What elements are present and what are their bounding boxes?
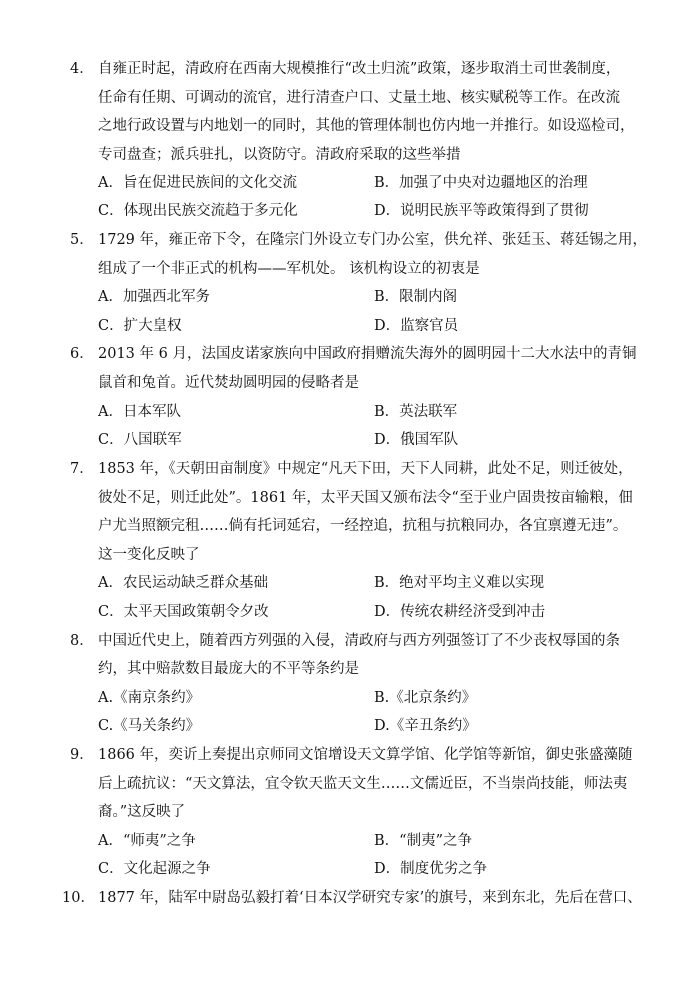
question-text-line: 中国近代史上，随着西方列强的入侵，清政府与西方列强签订了不少丧权辱国的条 bbox=[98, 633, 620, 649]
question-number: 8． bbox=[70, 633, 94, 649]
question-text-line: 2013 年 6 月，法国皮诺家族向中国政府捐赠流失海外的圆明园十二大水法中的青铜 bbox=[98, 346, 637, 362]
question-text-line: 组成了一个非正式的机构——军机处。 该机构设立的初衷是 bbox=[98, 261, 480, 277]
question-text-line: 鼠首和兔首。近代焚劫圆明园的侵略者是 bbox=[98, 375, 359, 391]
question-text-line: 专司盘查；派兵驻扎，以资防守。清政府采取的这些举措 bbox=[98, 147, 461, 163]
question-text-line: 后上疏抗议：“天文算法，宜令钦天监天文生……文儒近臣，不当崇尚技能，师法夷 bbox=[98, 776, 628, 792]
question-text-line: 彼处不足，则迁此处”。1861 年，太平天国又颁布法令“至于业户固贵按亩输粮，佃 bbox=[98, 490, 633, 506]
option-c: C．体现出民族交流趋于多元化 bbox=[98, 203, 298, 219]
question-number: 9． bbox=[70, 747, 94, 763]
question-text-line: 裔。”这反映了 bbox=[98, 804, 186, 820]
option-b: B．加强了中央对边疆地区的治理 bbox=[374, 175, 588, 191]
question-number: 10． bbox=[62, 890, 95, 906]
question-number: 5． bbox=[70, 232, 94, 248]
option-d: D．说明民族平等政策得到了贯彻 bbox=[374, 203, 589, 219]
option-c: C．太平天国政策朝令夕改 bbox=[98, 604, 269, 620]
option-a: A.《南京条约》 bbox=[98, 690, 201, 706]
question-text-line: 1877 年，陆军中尉岛弘毅打着‘日本汉学研究专家’的旗号，来到东北，先后在营口、 bbox=[98, 890, 642, 906]
option-c: C．扩大皇权 bbox=[98, 318, 182, 334]
question-text-line: 1866 年，奕䜣上奏提出京师同文馆增设天文算学馆、化学馆等新馆，御史张盛藻随 bbox=[98, 747, 633, 763]
question-text-line: 之地行政设置与内地划一的同时，其他的管理体制也仿内地一并推行。如设巡检司， bbox=[98, 118, 635, 134]
question-text-line: 约，其中赔款数目最庞大的不平等条约是 bbox=[98, 661, 359, 677]
option-b: B．绝对平均主义难以实现 bbox=[374, 575, 545, 591]
option-d: D．俄国军队 bbox=[374, 432, 459, 448]
option-d: D．传统农耕经济受到冲击 bbox=[374, 604, 546, 620]
option-c: C．八国联军 bbox=[98, 432, 182, 448]
option-a: A．农民运动缺乏群众基础 bbox=[98, 575, 268, 591]
question-text-line: 任命有任期、可调动的流官，进行清查户口、丈量土地、核实赋税等工作。在改流 bbox=[98, 90, 620, 106]
question-text-line: 自雍正时起，清政府在西南大规模推行“改土归流”政策，逐步取消土司世袭制度， bbox=[98, 61, 621, 77]
option-b: B．限制内阁 bbox=[374, 289, 458, 305]
question-number: 7． bbox=[70, 461, 94, 477]
option-d: D．制度优劣之争 bbox=[374, 861, 488, 877]
option-d: D.《辛丑条约》 bbox=[374, 718, 477, 734]
question-number: 4． bbox=[70, 61, 94, 77]
option-b: B．“制夷”之争 bbox=[374, 833, 472, 849]
option-a: A．加强西北军务 bbox=[98, 289, 210, 305]
question-text-line: 户尤当照额完租……倘有托词延宕，一经控追，抗租与抗粮同办，各宜禀遵无违”。 bbox=[98, 518, 628, 534]
question-number: 6． bbox=[70, 346, 94, 362]
question-text-line: 这一变化反映了 bbox=[98, 547, 200, 563]
option-c: C.《马关条约》 bbox=[98, 718, 201, 734]
option-b: B.《北京条约》 bbox=[374, 690, 477, 706]
option-b: B．英法联军 bbox=[374, 404, 458, 420]
option-a: A．旨在促进民族间的文化交流 bbox=[98, 175, 297, 191]
option-a: A．“师夷”之争 bbox=[98, 833, 196, 849]
option-d: D．监察官员 bbox=[374, 318, 459, 334]
question-text-line: 1853 年，《天朝田亩制度》中规定“凡天下田，天下人同耕，此处不足，则迁彼处， bbox=[98, 461, 633, 477]
option-a: A．日本军队 bbox=[98, 404, 181, 420]
question-text-line: 1729 年，雍正帝下令，在隆宗门外设立专门办公室，供允祥、张廷玉、蒋廷锡之用， bbox=[98, 232, 648, 248]
option-c: C．文化起源之争 bbox=[98, 861, 211, 877]
